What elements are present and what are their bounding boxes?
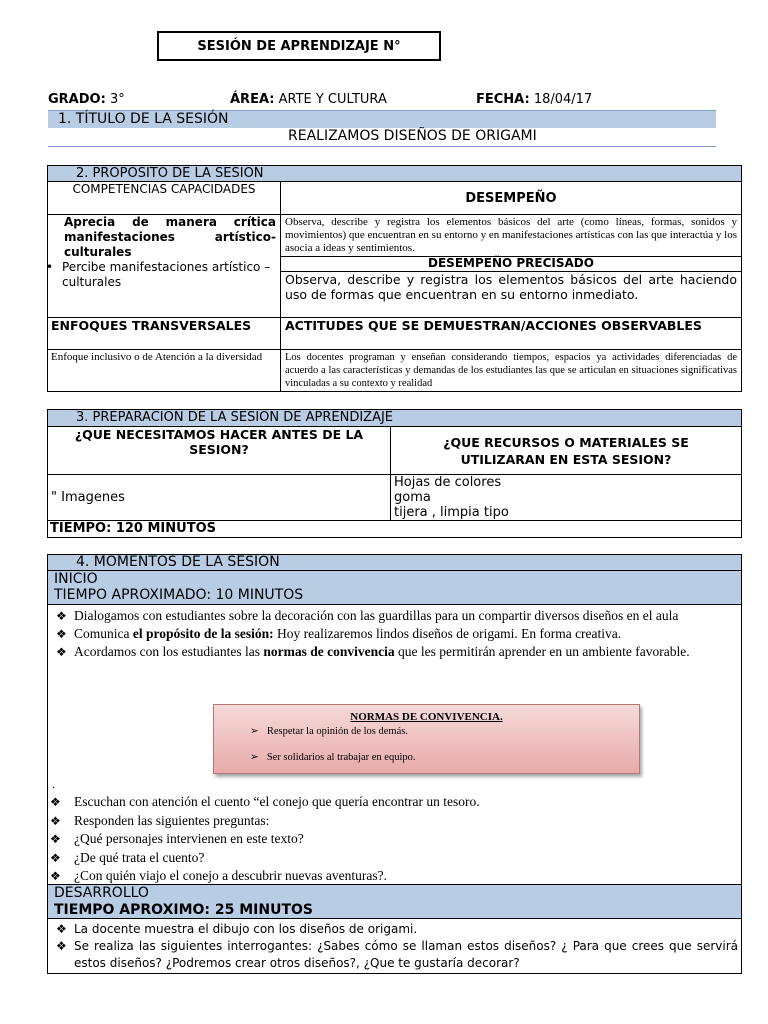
session-title: SESIÓN DE APRENDIZAJE N°: [157, 31, 441, 61]
area-value: ARTE Y CULTURA: [278, 92, 387, 107]
actitudes-header: ACTITUDES QUE SE DEMUESTRAN/ACCIONES OBSERVABLES: [281, 318, 742, 350]
grado-field: [48, 92, 125, 107]
diamond-bullet-icon: ❖: [50, 850, 61, 865]
list-item: ❖ Escuchan con atención el cuento “el conejo que quería encontrar un tesoro.: [48, 793, 738, 812]
material-item: tijera , limpia tipo: [394, 505, 509, 520]
section-1-heading: 1. TÍTULO DE LA SESIÓN: [48, 110, 716, 128]
diamond-bullet-icon: ❖: [56, 627, 67, 641]
inicio-block: [48, 571, 741, 605]
list-item: ❖ Acordamos con los estudiantes las normas de convivencia que les permitirán aprender en un ambiente favorable.: [56, 644, 690, 659]
section-2-heading: 2. PROPOSITO DE LA SESION: [48, 166, 742, 182]
list-item: ❖ Comunica el propósito de la sesión: Hoy realizaremos lindos diseños de origami. En forma creativa.: [56, 626, 622, 641]
diamond-bullet-icon: ❖: [56, 939, 67, 953]
diamond-bullet-icon: ❖: [56, 922, 67, 936]
diamond-bullet-icon: ❖: [50, 832, 61, 846]
fecha-value: 18/04/17: [533, 92, 593, 107]
competencia-text: Aprecia de manera crítica manifestaciones artístico-culturales: [64, 215, 276, 259]
norma-item: ➢ Respetar la opinión de los demás.: [250, 726, 408, 737]
diamond-bullet-icon: ❖: [50, 795, 61, 809]
tiempo-total: TIEMPO: 120 MINUTOS: [48, 521, 742, 538]
competencia-cell: [48, 215, 281, 318]
capacidad-item: [46, 260, 276, 290]
cuento-list: [48, 793, 738, 886]
section-4-heading: 4. MOMENTOS DE LA SESION: [48, 555, 741, 571]
material-item: Hojas de colores: [394, 475, 502, 490]
diamond-bullet-icon: ❖: [56, 609, 67, 623]
antes-text: " Imagenes: [48, 475, 391, 521]
area-field: [230, 92, 387, 107]
inicio-tiempo: TIEMPO APROXIMADO: 10 MINUTOS: [54, 587, 304, 603]
session-title-value: REALIZAMOS DISEÑOS DE ORIGAMI: [288, 128, 537, 144]
grado-value: 3°: [109, 92, 125, 107]
enfoque-text: Enfoque inclusivo o de Atención a la diversidad: [48, 350, 281, 392]
antes-header: ¿QUE NECESITAMOS HACER ANTES DE LA SESION?: [48, 427, 391, 475]
materiales-header: ¿QUE RECURSOS O MATERIALES SE UTILIZARAN EN ESTA SESION?: [391, 427, 742, 475]
materiales-cell: [391, 475, 742, 521]
desempeno-header: DESEMPEÑO: [281, 182, 742, 215]
fecha-label: FECHA:: [476, 92, 530, 107]
preparacion-table: [47, 409, 742, 538]
precisado-header: DESEMPEÑO PRECISADO: [281, 257, 742, 272]
list-item: ❖ ¿De qué trata el cuento?: [48, 849, 738, 868]
stray-dot: .: [52, 777, 55, 791]
desarrollo-block: [48, 884, 741, 919]
list-item: ❖ Se realiza las siguientes interrogantes: ¿Sabes cómo se llaman estos diseños? ¿ Para que crees que servirá estos diseños? ¿Podremos crear otros diseños?, ¿Que te gustaría decorar?: [56, 939, 738, 970]
list-item: ❖ La docente muestra el dibujo con los diseños de origami.: [56, 922, 418, 936]
list-item: ❖ Dialogamos con estudiantes sobre la decoración con las guardillas para un compartir diversos diseños en el aula: [56, 608, 679, 623]
momentos-section: [47, 554, 742, 974]
material-item: goma: [394, 490, 431, 505]
section-3-heading: 3. PREPARACION DE LA SESION DE APRENDIZAJE: [48, 410, 742, 427]
diamond-bullet-icon: ❖: [56, 645, 67, 659]
inicio-label: INICIO: [54, 571, 98, 587]
desarrollo-tiempo: TIEMPO APROXIMO: 25 MINUTOS: [54, 902, 313, 918]
diamond-bullet-icon: ❖: [50, 813, 61, 828]
competencias-header: COMPETENCIAS CAPACIDADES: [48, 182, 281, 215]
bullet-icon: •: [46, 260, 54, 274]
section-1-rule: [48, 146, 716, 147]
proposito-table: [47, 165, 742, 392]
desarrollo-label: DESARROLLO: [54, 885, 149, 901]
list-item: ❖ ¿Con quién viajo el conejo a descubrir nuevas aventuras?.: [48, 867, 738, 886]
arrow-bullet-icon: ➢: [250, 752, 259, 763]
desempeno-text: Observa, describe y registra los elementos básicos del arte (como líneas, formas, sonidos y movimientos) que encuentran en su entorno y en manifestaciones artísticas con las que interactúa y los asocia a ideas y sentimientos.: [281, 215, 742, 257]
grado-label: GRADO:: [48, 92, 106, 107]
list-item: ❖ ¿Qué personajes intervienen en este texto?: [48, 830, 738, 849]
inicio-list: [48, 605, 741, 661]
enfoques-header: ENFOQUES TRANSVERSALES: [48, 318, 281, 350]
diamond-bullet-icon: ❖: [50, 869, 61, 883]
arrow-bullet-icon: ➢: [250, 726, 259, 737]
actitud-text: Los docentes programan y enseñan considerando tiempos, espacios ya actividades diferenciadas de acuerdo a las características y demandas de los estudiantes las que se articulan en situaciones significativas vinculadas a su contexto y realidad: [281, 350, 742, 392]
list-item: ❖ Responden las siguientes preguntas:: [48, 812, 738, 831]
fecha-field: [476, 92, 592, 107]
capacidad-text: Percibe manifestaciones artístico –culturales: [62, 260, 271, 289]
desarrollo-list: [48, 921, 738, 972]
normas-title: NORMAS DE CONVIVENCIA.: [350, 711, 503, 723]
normas-box: [213, 704, 640, 774]
norma-item: ➢ Ser solidarios al trabajar en equipo.: [250, 752, 416, 763]
precisado-text: Observa, describe y registra los elementos básicos del arte haciendo uso de formas que encuentran en su entorno inmediato.: [281, 272, 742, 318]
area-label: ÁREA:: [230, 92, 275, 107]
